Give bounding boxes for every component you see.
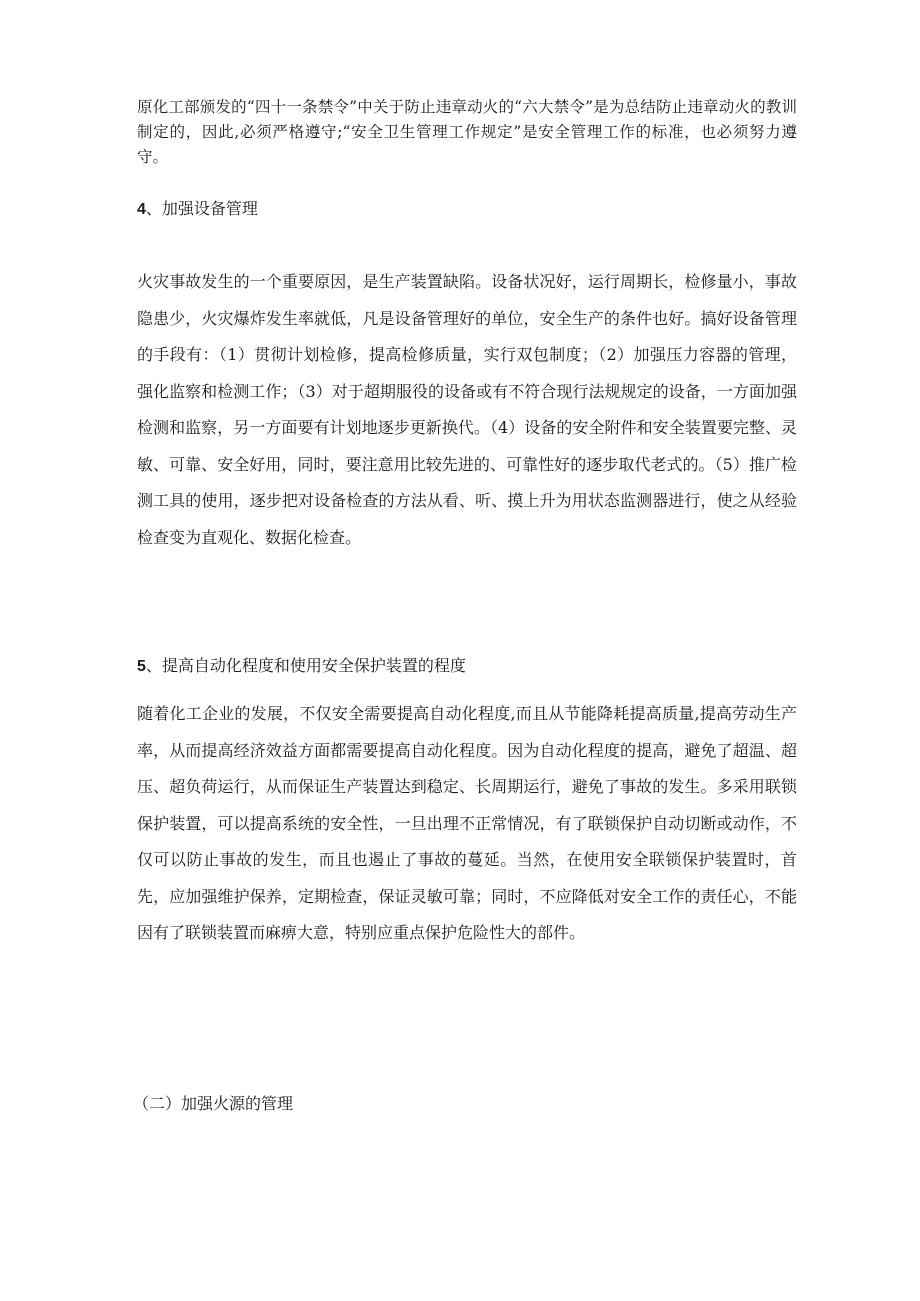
next-section-heading: （二）加强火源的管理 <box>133 1094 294 1113</box>
section-5-paragraph: 随着化工企业的发展，不仅安全需要提高自动化程度,而且从节能降耗提高质量,提高劳动生产率，从而提高经济效益方面都需要提高自动化程度。因为自动化程度的提高，避免了超温、超压、超负荷运行，从而保证生产装置达到稳定、长周期运行，避免了事故的发生。多采用联锁保护装置，可以提高系统的安全性，一旦出理不正常情况，有了联锁保护自动切断或动作，不仅可以防止事故的发生，而且也遏止了事故的蔓延。当然，在使用安全联锁保护装置时，首先，应加强维护保养，定期检查，保证灵敏可靠；同时，不应降低对安全工作的责任心，不能因有了联锁装置而麻痹大意，特别应重点保护危险性大的部件。 <box>137 704 797 942</box>
section-4-title: 、加强设备管理 <box>145 199 258 218</box>
section-4-number: 4 <box>137 201 146 218</box>
section-4-paragraph: 火灾事故发生的一个重要原因，是生产装置缺陷。设备状况好，运行周期长，检修量小，事故隐患少，火灾爆炸发生率就低，凡是设备管理好的单位，安全生产的条件也好。搞好设备管理的手段有：（1）贯彻计划检修，提高检修质量，实行双包制度；（2）加强压力容器的管理，强化监察和检测工作；（3）对于超期服役的设备或有不符合现行法规规定的设备，一方面加强检测和监察，另一方面要有计划地逐步更新换代。（4）设备的安全附件和安全装置要完整、灵敏、可靠、安全好用，同时，要注意用比较先进的、可靠性好的逐步取代老式的。（5）推广检测工具的使用，逐步把对设备检查的方法从看、听、摸上升为用状态监测器进行，使之从经验检查变为直观化、数据化检查。 <box>137 272 797 547</box>
section-5-number: 5 <box>137 658 146 675</box>
section-5-heading <box>137 654 797 679</box>
section-4-heading <box>137 197 797 222</box>
intro-paragraph: 原化工部颁发的“四十一条禁令”中关于防止违章动火的“六大禁令”是为总结防止违章动火的教训制定的，因此,必须严格遵守;“安全卫生管理工作规定”是安全管理工作的标准，也必须努力遵守。 <box>137 98 797 166</box>
section-5-title: 、提高自动化程度和使用安全保护装置的程度 <box>145 656 466 675</box>
